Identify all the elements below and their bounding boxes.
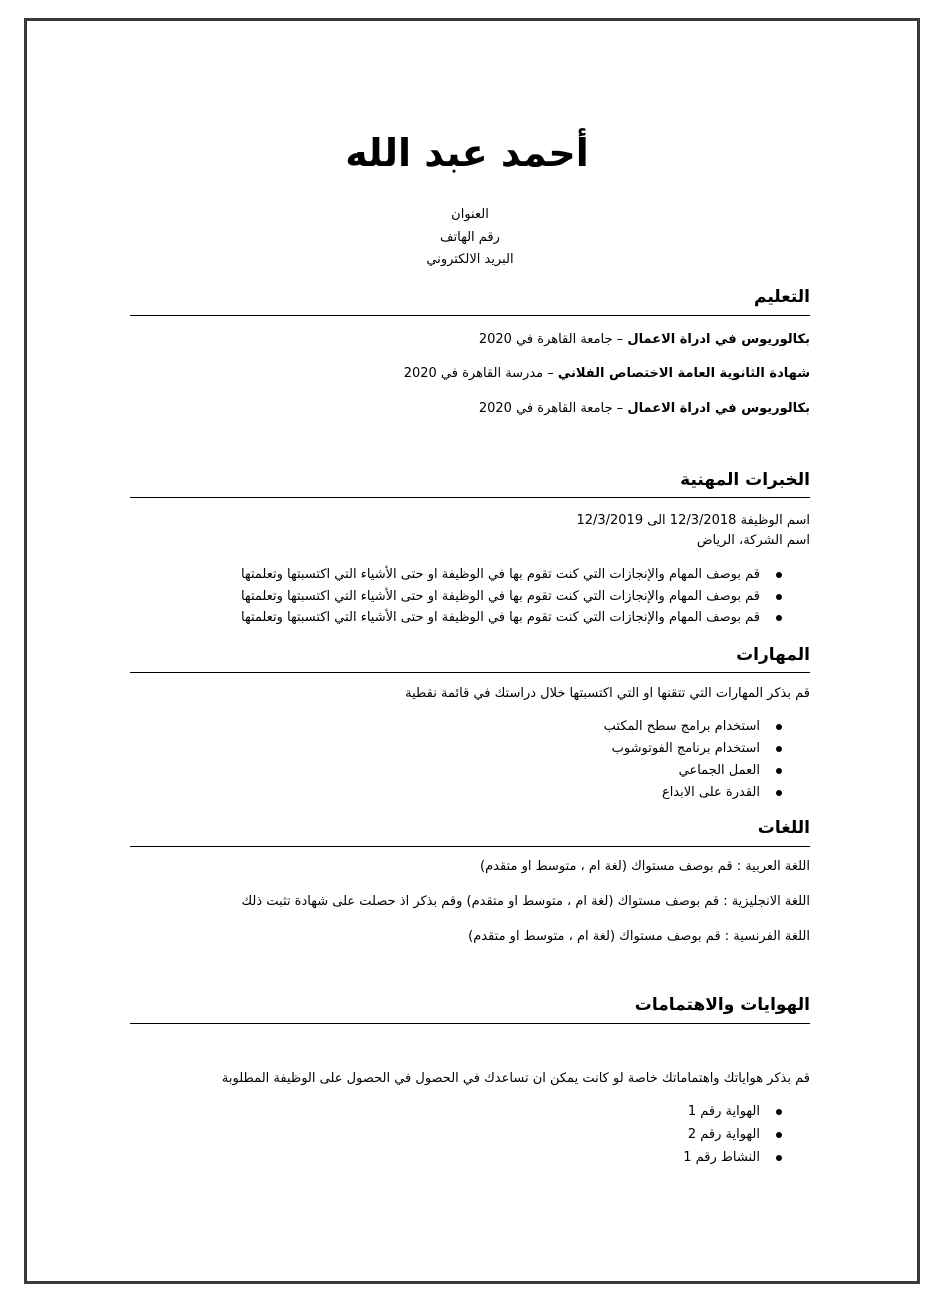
- bullet-icon: [776, 1109, 782, 1115]
- bullet-text: القدرة على الابداع: [661, 785, 760, 800]
- experience-bullet: [241, 609, 810, 627]
- hobbies-intro: قم بذكر هواياتك واهتماماتك خاصة لو كانت يمكن ان تساعدك في الحصول في الحصول على الوظيفة المطلوبة: [221, 1071, 810, 1086]
- experience-bullet: [0, 566, 934, 584]
- language-item: اللغة العربية : قم بوصف مستواك (لغة ام ، متوسط او متقدم): [480, 859, 810, 874]
- language-item: اللغة الفرنسية : قم بوصف مستواك (لغة ام ، متوسط او متقدم): [468, 929, 810, 944]
- degree: بكالوريوس في ادراة الاعمال: [627, 401, 810, 416]
- education-divider: [130, 315, 810, 316]
- languages-heading: اللغات: [757, 818, 810, 838]
- contact-address: العنوان: [451, 207, 489, 222]
- degree: شهادة الثانوية العامة الاختصاص الفلاني: [557, 366, 810, 381]
- bullet-text: الهواية رقم 2: [687, 1127, 760, 1142]
- hobbies-heading: الهوايات والاهتمامات: [634, 995, 810, 1015]
- language-item: اللغة الانجليزية : قم بوصف مستواك (لغة ام ، متوسط او متقدم) وقم بذكر اذ حصلت على شهادة تثبت ذلك: [241, 894, 810, 909]
- bullet-icon: [776, 768, 782, 774]
- bullet-icon: [776, 724, 782, 730]
- skills-intro: قم بذكر المهارات التي تتقنها او التي اكتسبتها خلال دراستك في قائمة نقطية: [405, 686, 810, 701]
- education-item: [404, 365, 810, 383]
- education-item: [479, 400, 810, 418]
- institution: – مدرسة القاهرة في 2020: [403, 366, 558, 381]
- bullet-icon: [776, 1132, 782, 1138]
- skill-bullet: [662, 784, 810, 802]
- bullet-text: العمل الجماعي: [678, 763, 760, 778]
- bullet-text: الهواية رقم 1: [687, 1104, 760, 1119]
- experience-bullet: [241, 588, 810, 606]
- hobby-bullet: [688, 1126, 810, 1144]
- education-heading: التعليم: [754, 287, 810, 307]
- bullet-text: قم بوصف المهام والإنجازات التي كنت تقوم بها في الوظيفة او حتى الأشياء التي اكتسبتها وتعلمتها: [241, 567, 760, 582]
- institution: – جامعة القاهرة في 2020: [478, 332, 628, 347]
- experience-heading: الخبرات المهنية: [680, 470, 810, 490]
- degree: بكالوريوس في ادراة الاعمال: [627, 332, 810, 347]
- hobby-bullet: [688, 1103, 810, 1121]
- job-line: اسم الوظيفة 12/3/2018 الى 12/3/2019: [576, 513, 810, 528]
- experience-divider: [130, 497, 810, 498]
- company-line: اسم الشركة، الرياض: [696, 533, 810, 548]
- hobbies-divider: [130, 1023, 810, 1024]
- skill-bullet: [612, 740, 810, 758]
- contact-email: البريد الالكتروني: [426, 252, 514, 267]
- bullet-icon: [776, 615, 782, 621]
- candidate-name: أحمد عبد الله: [345, 131, 589, 175]
- education-item: [479, 331, 810, 349]
- institution: – جامعة القاهرة في 2020: [478, 401, 628, 416]
- bullet-icon: [776, 790, 782, 796]
- skill-bullet: [604, 718, 810, 736]
- languages-divider: [130, 846, 810, 847]
- bullet-text: استخدام برنامج الفوتوشوب: [611, 741, 760, 756]
- bullet-icon: [776, 746, 782, 752]
- bullet-text: استخدام برامج سطح المكتب: [603, 719, 760, 734]
- bullet-text: قم بوصف المهام والإنجازات التي كنت تقوم بها في الوظيفة او حتى الأشياء التي اكتسبتها وتعلمتها: [241, 610, 760, 625]
- hobby-bullet: [683, 1149, 810, 1167]
- bullet-text: قم بوصف المهام والإنجازات التي كنت تقوم بها في الوظيفة او حتى الأشياء التي اكتسبتها وتعلمتها: [241, 589, 760, 604]
- skills-divider: [130, 672, 810, 673]
- bullet-icon: [776, 1155, 782, 1161]
- bullet-icon: [776, 594, 782, 600]
- skills-heading: المهارات: [736, 645, 810, 665]
- bullet-text: النشاط رقم 1: [683, 1150, 760, 1165]
- contact-phone: رقم الهاتف: [440, 230, 500, 245]
- bullet-icon: [776, 572, 782, 578]
- skill-bullet: [679, 762, 810, 780]
